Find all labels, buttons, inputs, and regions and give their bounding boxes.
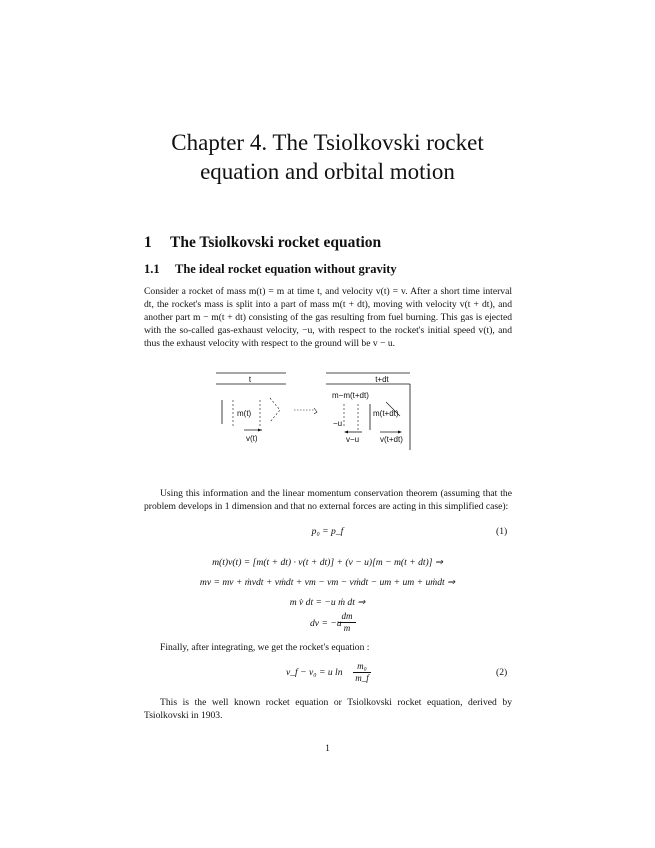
- chapter-title-line2: equation and orbital motion: [200, 159, 455, 184]
- page-number: 1: [325, 743, 330, 754]
- figure-label-gas-mass: m−m(t+dt): [332, 391, 369, 400]
- fraction-denominator: m: [338, 622, 356, 634]
- equation-line-d-fraction: [338, 611, 356, 634]
- section-title: The Tsiolkovski rocket equation: [170, 234, 382, 251]
- figure-label-minus-u: −u: [333, 419, 343, 428]
- chapter-title: [0, 128, 655, 186]
- figure-label-velocity-t: v(t): [246, 434, 258, 443]
- subsection-heading-1-1: [144, 262, 397, 277]
- equation-line-a: m(t)v(t) = [m(t + dt) · v(t + dt)] + (v − u)[m − m(t + dt)] ⇒: [212, 557, 443, 568]
- figure-label-gas-velocity: v−u: [346, 435, 360, 444]
- paragraph-conclusion: This is the well known rocket equation or Tsiolkovski rocket equation, derived by Tsiolkovski in 1903.: [144, 697, 512, 721]
- chapter-title-line1: Chapter 4. The Tsiolkovski rocket: [171, 130, 484, 155]
- equation-2-number: (2): [496, 667, 508, 678]
- equation-line-b: mv = mv + ṁvdt + vṁdt + vm − vm − vṁdt − um + um + uṁdt ⇒: [199, 577, 456, 588]
- figure-label-t: t: [248, 375, 252, 384]
- fraction-numerator: dm: [341, 611, 353, 621]
- paragraph-integrating: Finally, after integrating, we get the rocket's equation :: [160, 642, 370, 653]
- fraction-numerator: m₀: [357, 661, 367, 671]
- equation-line-d: dv = −u: [310, 618, 342, 629]
- equation-1-number: (1): [496, 526, 508, 537]
- figure-label-rocket-mass: m(t+dt): [373, 409, 399, 418]
- section-number: 1: [144, 234, 152, 251]
- paragraph-momentum: Using this information and the linear momentum conservation theorem (assuming that the problem develops in 1 dimension and that no external forces are acting in this simplified case):: [144, 488, 512, 512]
- paragraph-intro: Consider a rocket of mass m(t) = m at time t, and velocity v(t) = v. After a short time interval dt, the rocket's mass is split into a part of mass m(t + dt), moving with velocity v(t + dt), and another part m − m(t + dt) consisting of the gas resulting from fuel burning. This gas is ejected with the so-called gas-exhaust velocity, −u, with respect to the rocket's initial speed v(t), and thus the exhaust velocity with respect to the ground will be v − u.: [144, 286, 512, 349]
- figure-label-mass-t: m(t): [237, 409, 252, 418]
- rocket-diagram: [200, 368, 440, 458]
- equation-2-fraction: [353, 661, 371, 684]
- equation-1: p₀ = p_f: [311, 526, 344, 537]
- subsection-number: 1.1: [144, 262, 160, 276]
- figure-label-rocket-velocity: v(t+dt): [380, 435, 403, 444]
- equation-2: v_f − v₀ = u ln: [286, 667, 343, 678]
- equation-line-c: m v̇ dt = −u ṁ dt ⇒: [289, 597, 366, 608]
- fraction-denominator: m_f: [353, 672, 371, 684]
- subsection-title: The ideal rocket equation without gravity: [175, 262, 397, 276]
- section-heading-1: [144, 234, 381, 252]
- figure-label-t-dt: t+dt: [375, 375, 389, 384]
